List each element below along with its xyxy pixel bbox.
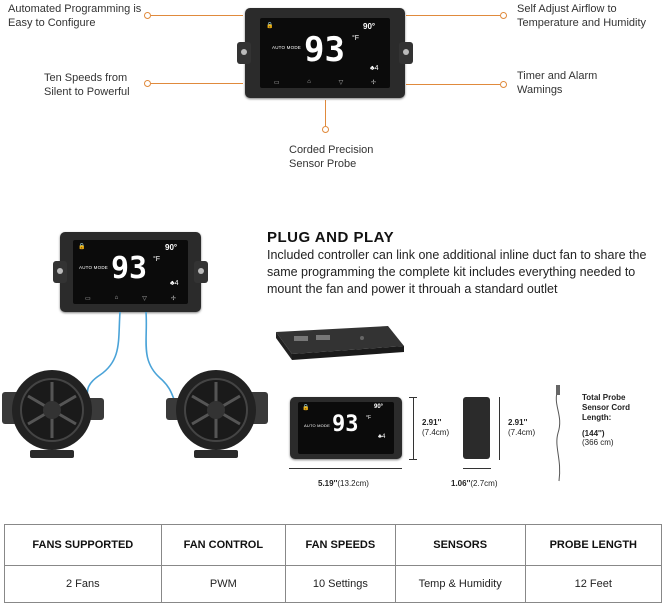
- fan-button[interactable]: ✢: [170, 296, 176, 302]
- feature-sensor-probe: Corded Precision Sensor Probe: [289, 144, 374, 170]
- display-screen: [298, 402, 394, 454]
- mounting-ear: [399, 42, 413, 64]
- probe-length-in: (144''): [582, 429, 605, 438]
- setpoint-readout: 90°: [374, 404, 384, 410]
- menu-button[interactable]: ▭: [273, 80, 280, 86]
- temperature-unit: °F: [366, 415, 372, 421]
- feature-ten-speeds: Ten Speeds from Silent to Powerful: [44, 72, 130, 98]
- mounting-ear: [194, 261, 208, 283]
- dimension-line: [289, 468, 402, 469]
- connector-line: [151, 83, 243, 84]
- inline-fan-left: [2, 370, 104, 458]
- depth-value: 1.06'': [451, 479, 471, 488]
- plug-and-play-title: PLUG AND PLAY: [267, 229, 395, 246]
- down-button[interactable]: ▽: [338, 80, 344, 86]
- connector-dot: [500, 12, 507, 19]
- header-fan-control: FAN CONTROL: [161, 525, 285, 566]
- connector-dot: [144, 12, 151, 19]
- connector-dot: [144, 80, 151, 87]
- connector-line: [325, 100, 326, 126]
- height-cm-label: (7.4cm): [422, 428, 450, 437]
- fan-speed-indicator: ♣4: [170, 280, 179, 287]
- lock-icon: 🔒: [78, 244, 86, 250]
- inline-fan-right: [166, 370, 268, 458]
- fan-speed-indicator: ♣4: [370, 65, 379, 72]
- mode-label: AUTO MODE: [272, 45, 301, 50]
- value-fans-supported: 2 Fans: [5, 566, 162, 603]
- feature-automated-programming: Automated Programming is Easy to Configure: [8, 3, 142, 29]
- dimension-line: [463, 468, 491, 469]
- mounting-ear: [237, 42, 251, 64]
- connector-line: [406, 84, 500, 85]
- temperature-unit: °F: [153, 256, 161, 263]
- fan-button[interactable]: ✢: [371, 80, 377, 86]
- probe-length-cm: (366 cm): [582, 438, 614, 447]
- up-button[interactable]: ⌂: [114, 295, 119, 301]
- temperature-readout: 93: [111, 251, 148, 286]
- header-sensors: SENSORS: [395, 525, 525, 566]
- cable-left: [87, 312, 120, 406]
- connector-dot: [322, 126, 329, 133]
- side-height-label: 2.91'': [508, 418, 528, 427]
- value-fan-control: PWM: [161, 566, 285, 603]
- sensor-probe-cord: [550, 385, 570, 485]
- mode-label: AUTO MODE: [304, 423, 330, 428]
- temperature-readout: 93: [332, 412, 359, 437]
- display-screen: [73, 240, 188, 304]
- feature-timer-alarm: Timer and Alarm Wamings: [517, 70, 598, 96]
- button-row: [260, 79, 390, 86]
- down-button[interactable]: ▽: [142, 296, 147, 302]
- header-fan-speeds: FAN SPEEDS: [286, 525, 396, 566]
- display-screen: [260, 18, 390, 88]
- width-value: 5.19'': [318, 479, 338, 488]
- controller-dimension-front: [290, 397, 402, 459]
- value-probe-length: 12 Feet: [525, 566, 661, 603]
- setpoint-readout: 90°: [165, 243, 178, 252]
- mounting-ear: [53, 261, 67, 283]
- fan-hub-splitter: [270, 322, 410, 362]
- connector-dot: [500, 81, 507, 88]
- dimension-line: [499, 397, 500, 460]
- height-label: 2.91'': [422, 418, 442, 427]
- dimension-line: [413, 397, 414, 460]
- depth-cm: (2.7cm): [470, 479, 498, 488]
- dimension-tick: [409, 397, 417, 398]
- fans-and-cables: [0, 300, 270, 470]
- lock-icon: 🔒: [266, 23, 274, 29]
- setpoint-readout: 90°: [363, 22, 376, 31]
- menu-button[interactable]: ▭: [85, 296, 91, 302]
- specs-table: [4, 524, 662, 603]
- controller-dimension-side: [463, 397, 490, 459]
- fan-speed-indicator: ♣4: [378, 434, 386, 440]
- header-probe-length: PROBE LENGTH: [525, 525, 661, 566]
- width-label: [318, 479, 369, 488]
- depth-label: [451, 479, 498, 488]
- controller-top: [245, 8, 405, 98]
- probe-cord-label: Total Probe Sensor Cord Length:: [582, 393, 631, 422]
- mode-label: AUTO MODE: [79, 265, 108, 270]
- dimension-tick: [409, 459, 417, 460]
- up-button[interactable]: ⌂: [307, 79, 311, 85]
- feature-self-adjust: Self Adjust Airflow to Temperature and Humidity: [517, 3, 647, 29]
- side-height-cm-label: (7.4cm): [508, 428, 536, 437]
- header-fans-supported: FANS SUPPORTED: [5, 525, 162, 566]
- value-fan-speeds: 10 Settings: [286, 566, 396, 603]
- connector-line: [151, 15, 243, 16]
- lock-icon: 🔒: [302, 405, 310, 411]
- value-sensors: Temp & Humidity: [395, 566, 525, 603]
- table-row: [5, 566, 662, 603]
- plug-and-play-description: Included controller can link one additional inline duct fan to share the same programming the complete kit includes everything needed to mount the fan and power it throuah a standard outlet: [267, 248, 647, 296]
- temperature-readout: 93: [304, 30, 345, 70]
- temperature-unit: °F: [352, 35, 360, 42]
- cable-right: [146, 312, 178, 406]
- table-header-row: [5, 525, 662, 566]
- connector-line: [406, 15, 500, 16]
- width-cm: (13.2cm): [337, 479, 369, 488]
